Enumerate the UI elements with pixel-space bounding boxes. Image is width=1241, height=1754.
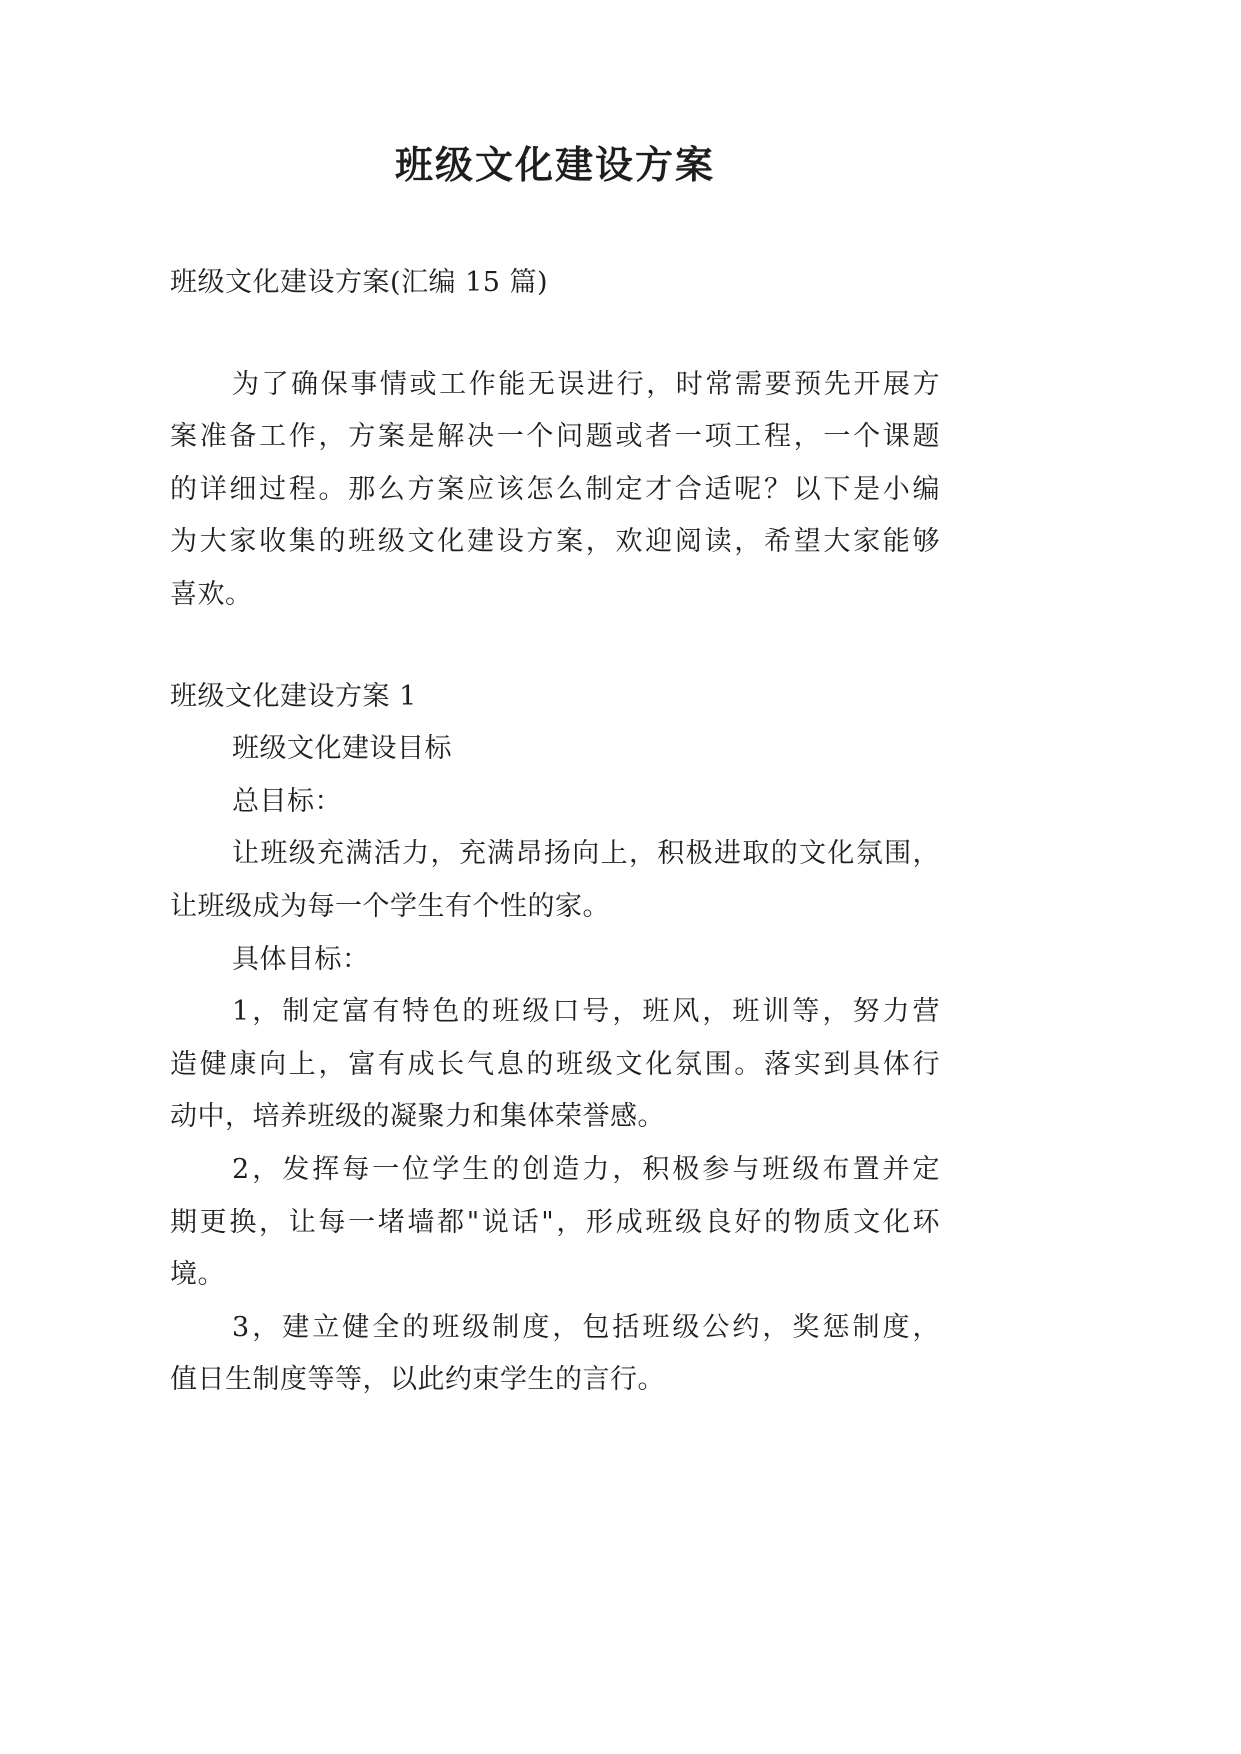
intro-paragraph [170,359,940,622]
text-line: 为了确保事情或工作能无误进行，时常需要预先开展方 [232,368,940,400]
document-title: 班级文化建设方案 [394,142,715,187]
document-subtitle-block [170,257,940,310]
document-content [170,0,940,1407]
goal-item-2 [170,1144,940,1302]
text-line: 2，发挥每一位学生的创造力，积极参与班级布置并定 [232,1153,940,1185]
text-line: 3，建立健全的班级制度，包括班级公约，奖惩制度， [232,1311,940,1343]
goal-item-1 [170,986,940,1144]
text-line: 1，制定富有特色的班级口号，班风，班训等，努力营 [232,996,940,1028]
specific-goal-label: 具体目标： [232,943,370,975]
text-line: 期更换，让每一堵墙都"说话"，形成班级良好的物质文化环 [170,1206,940,1238]
text-line: 案准备工作，方案是解决一个问题或者一项工程，一个课题 [170,421,940,453]
text-line: 造健康向上，富有成长气息的班级文化氛围。落实到具体行 [170,1048,940,1080]
text-line: 让班级成为每一个学生有个性的家。 [170,891,610,923]
text-line: 的详细过程。那么方案应该怎么制定才合适呢？以下是小编 [170,473,940,505]
overall-goal-label: 总目标： [232,785,342,817]
goal-item-3 [170,1302,940,1407]
document-subtitle: 班级文化建设方案(汇编 15 篇) [170,266,549,298]
text-line: 境。 [170,1259,225,1291]
section-heading: 班级文化建设方案 1 [170,680,417,712]
overall-goal-paragraph [170,828,940,933]
text-line: 为大家收集的班级文化建设方案，欢迎阅读，希望大家能够 [170,526,940,558]
text-line: 喜欢。 [170,579,253,611]
text-line: 值日生制度等等，以此约束学生的言行。 [170,1364,665,1396]
goal-heading: 班级文化建设目标 [232,733,452,765]
section-1 [170,671,940,1407]
text-line: 让班级充满活力，充满昂扬向上，积极进取的文化氛围， [232,838,940,870]
text-line: 动中，培养班级的凝聚力和集体荣誉感。 [170,1101,665,1133]
